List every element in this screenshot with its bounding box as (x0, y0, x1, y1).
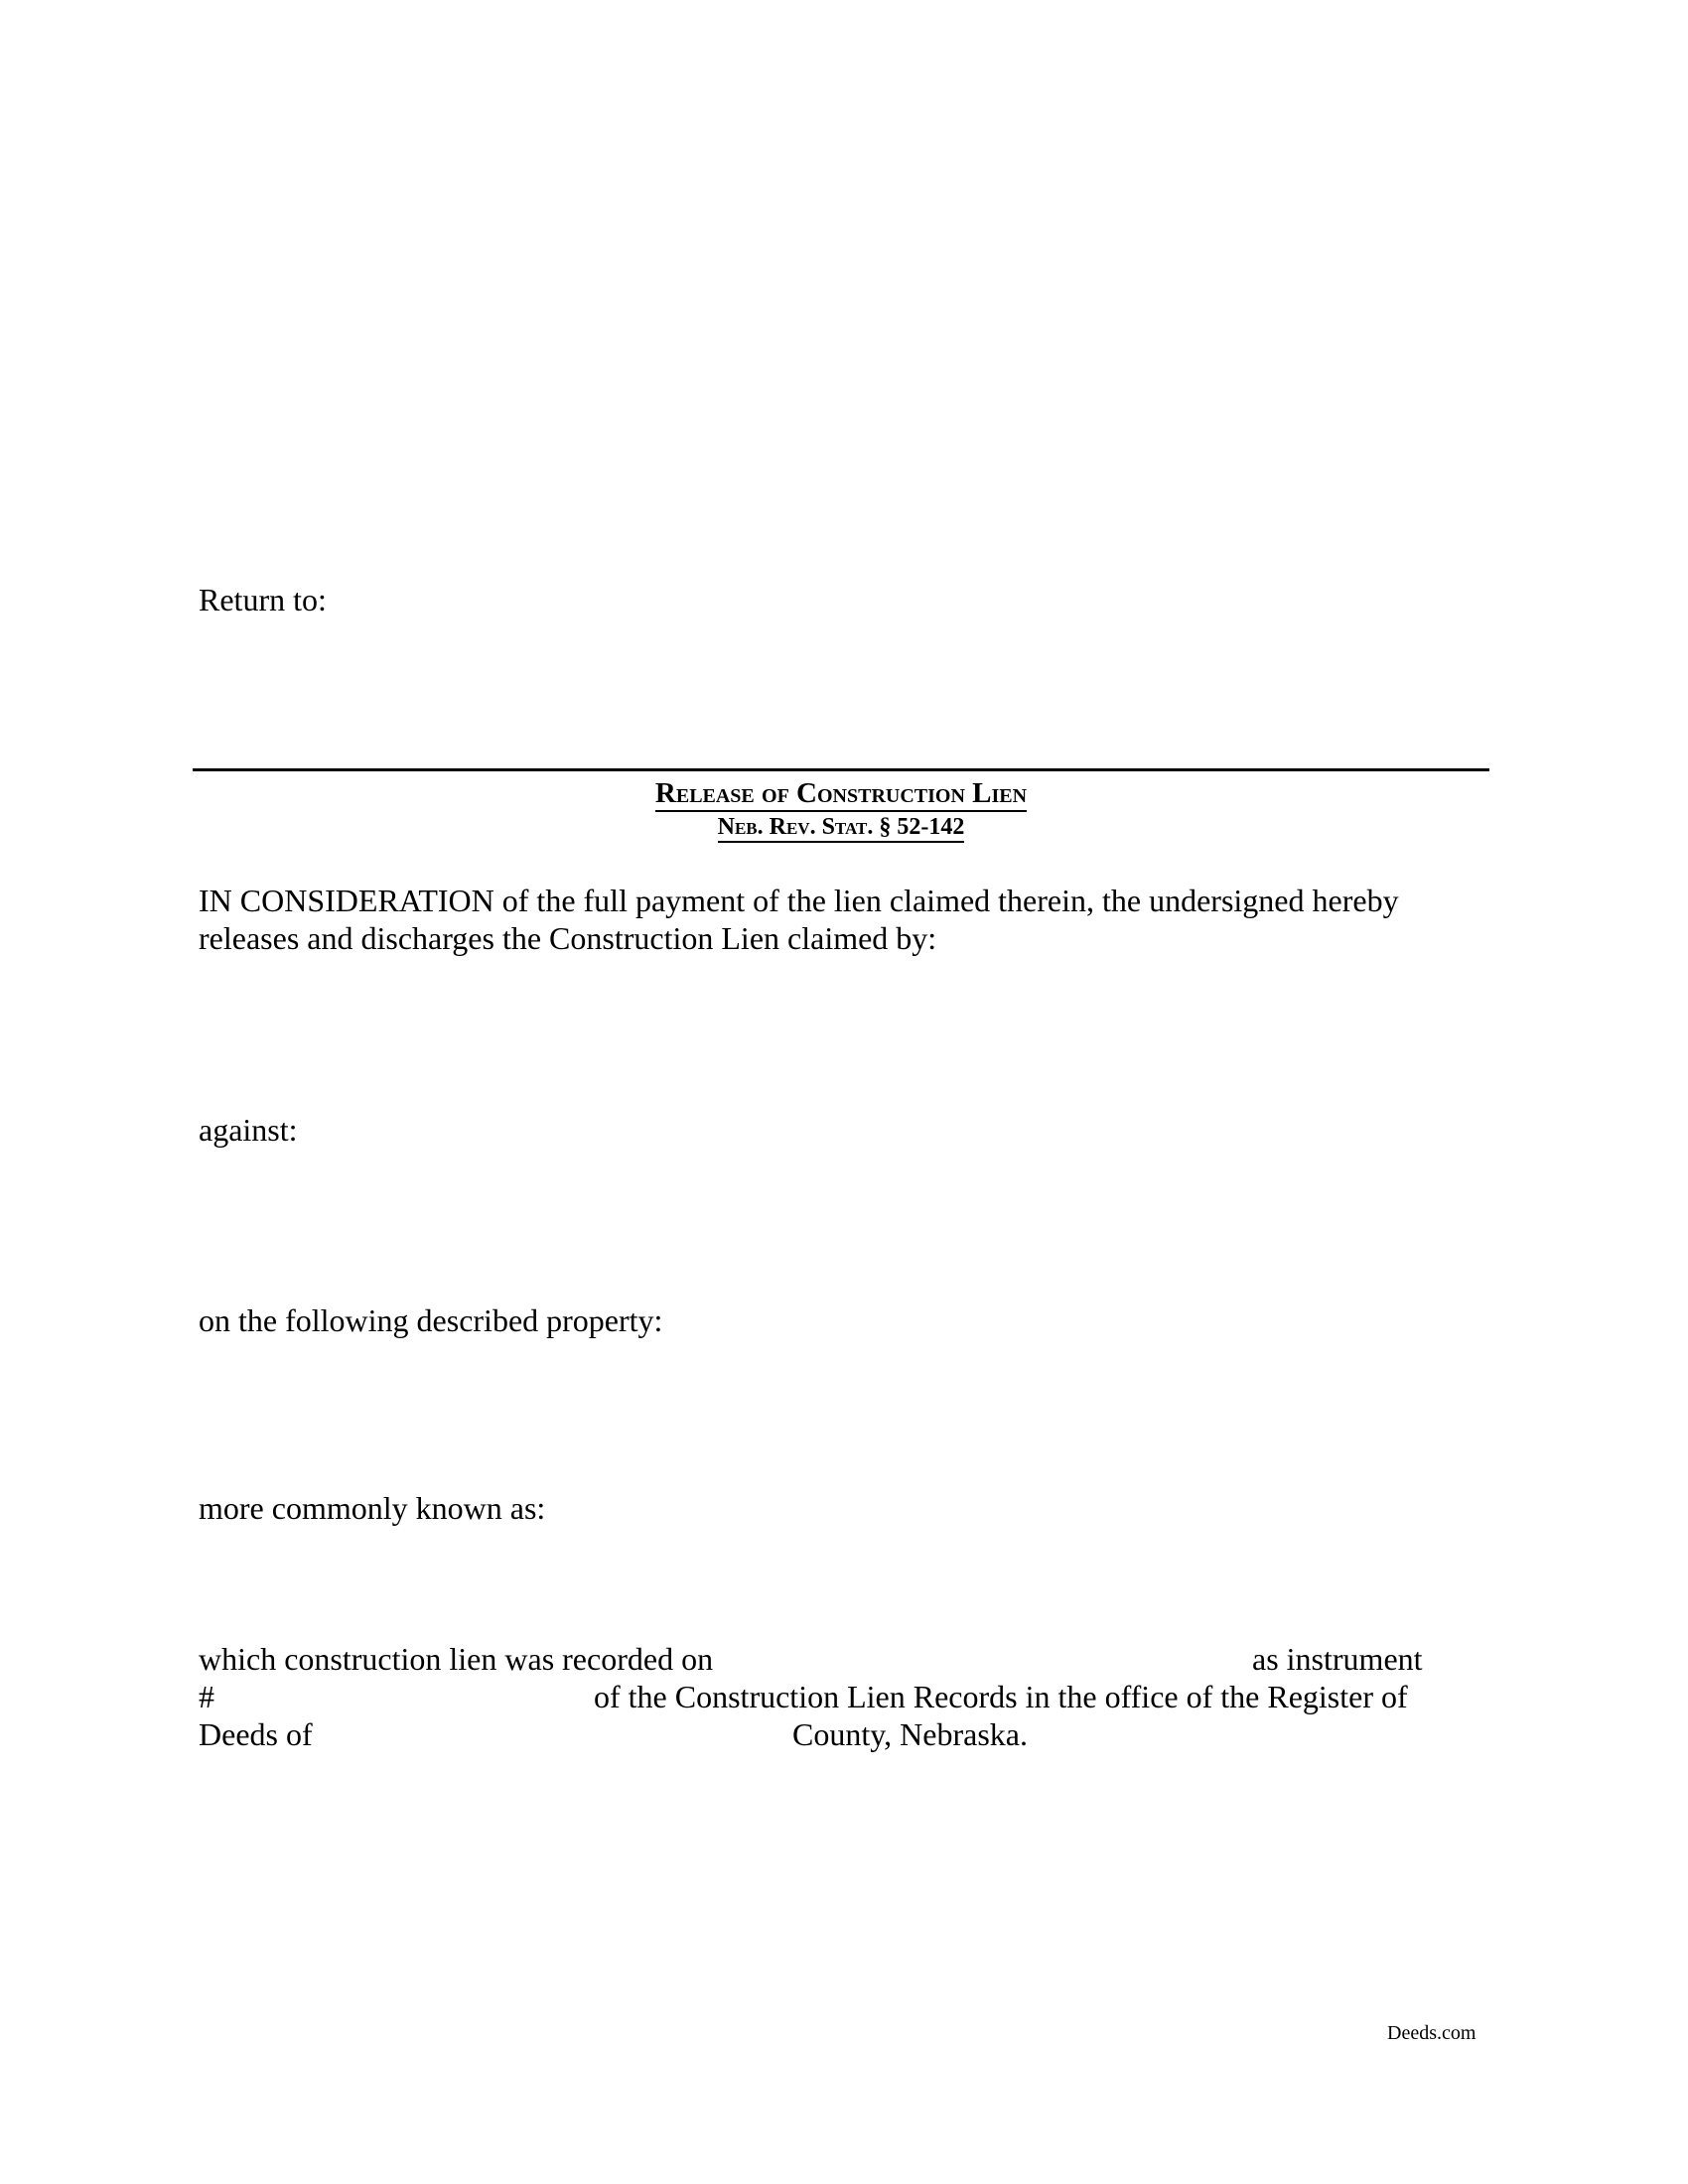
recorded-line-3-end: County, Nebraska. (792, 1716, 1028, 1752)
property-label: on the following described property: (199, 1302, 663, 1338)
recorded-line-1-start: which construction lien was recorded on (199, 1641, 714, 1677)
consideration-line-1: IN CONSIDERATION of the full payment of the lien claimed therein, the undersigned hereby (199, 883, 1399, 918)
return-to-label: Return to: (199, 582, 327, 617)
header-divider (193, 768, 1489, 771)
recorded-line-2-start: # (199, 1679, 214, 1714)
document-title (193, 776, 1489, 810)
recorded-line-3-start: Deeds of (199, 1716, 313, 1752)
recorded-line-1-end: as instrument (1252, 1641, 1423, 1677)
recorded-line-2-end: of the Construction Lien Records in the office of the Register of (594, 1679, 1408, 1714)
consideration-line-2: releases and discharges the Construction Lien claimed by: (199, 920, 937, 956)
document-title-text: Release of Construction Lien (655, 777, 1027, 812)
statute-reference-text: Neb. Rev. Stat. § 52-142 (718, 814, 965, 843)
footer-brand: Deeds.com (1387, 2022, 1477, 2044)
known-as-label: more commonly known as: (199, 1490, 546, 1526)
against-label: against: (199, 1112, 298, 1148)
statute-reference (193, 812, 1489, 842)
